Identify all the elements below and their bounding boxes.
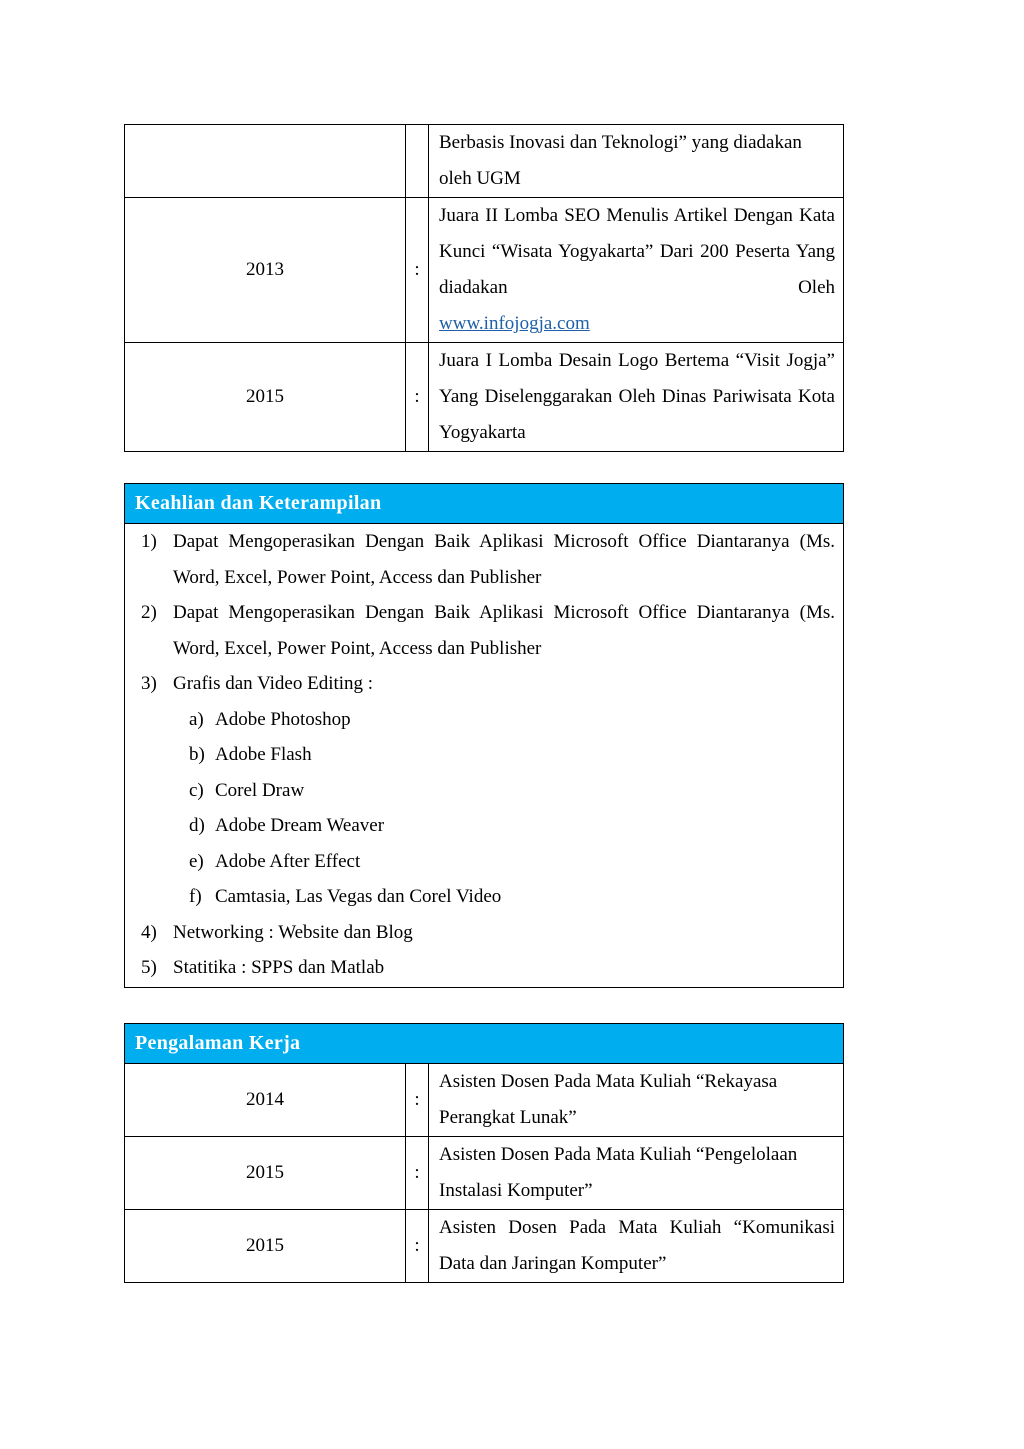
experience-table [125, 1064, 843, 1282]
sub-list-item [135, 737, 835, 773]
award-colon: : [406, 198, 429, 343]
award-colon: : [406, 343, 429, 452]
list-item [135, 915, 835, 951]
award-year [125, 125, 406, 198]
list-item [135, 666, 835, 702]
award-colon [406, 125, 429, 198]
award-description: Berbasis Inovasi dan Teknologi” yang diadakan oleh UGM [429, 125, 844, 198]
list-item [135, 950, 835, 986]
sub-list-item [135, 773, 835, 809]
table-row [125, 198, 844, 343]
award-description: Juara II Lomba SEO Menulis Artikel Dengan Kata Kunci “Wisata Yogyakarta” Dari 200 Peserta Yang diadakan Oleh [439, 205, 835, 298]
experience-section [124, 1023, 844, 1283]
table-row [125, 1210, 843, 1283]
award-description: Juara I Lomba Desain Logo Bertema “Visit Jogja” Yang Diselenggarakan Oleh Dinas Pariwisata Kota Yogyakarta [429, 343, 844, 452]
awards-table [124, 124, 844, 452]
list-number: 1) [141, 531, 157, 552]
award-year: 2013 [125, 198, 406, 343]
list-text: Dapat Mengoperasikan Dengan Baik Aplikasi Microsoft Office Diantaranya (Ms. Word, Excel, Power Point, Access dan Publisher [173, 531, 835, 588]
award-year: 2015 [125, 343, 406, 452]
sub-list-item [135, 808, 835, 844]
list-letter: b) [189, 744, 205, 765]
table-row [125, 1137, 843, 1210]
list-letter: c) [189, 779, 204, 801]
list-text: Statitika : SPPS dan Matlab [173, 957, 385, 978]
list-text: Grafis dan Video Editing : [173, 673, 374, 694]
experience-description: Asisten Dosen Pada Mata Kuliah “Pengelolaan Instalasi Komputer” [429, 1137, 844, 1210]
list-text: Adobe Dream Weaver [215, 815, 385, 836]
skills-list [125, 524, 843, 992]
experience-year: 2014 [125, 1064, 406, 1137]
list-text: Corel Draw [215, 779, 305, 801]
list-letter: f) [189, 886, 202, 907]
list-text: Adobe After Effect [215, 850, 361, 872]
list-text: Adobe Photoshop [215, 708, 351, 730]
section-header: Pengalaman Kerja [125, 1024, 843, 1064]
list-number: 2) [141, 602, 157, 623]
experience-description: Asisten Dosen Pada Mata Kuliah “Komunikasi Data dan Jaringan Komputer” [429, 1210, 844, 1283]
list-number: 3) [141, 673, 157, 694]
table-row [125, 1064, 843, 1137]
award-description-cell [429, 198, 844, 343]
experience-description: Asisten Dosen Pada Mata Kuliah “Rekayasa Perangkat Lunak” [429, 1064, 844, 1137]
table-row [125, 343, 844, 452]
experience-colon: : [406, 1210, 429, 1283]
sub-list-item [135, 879, 835, 915]
experience-colon: : [406, 1137, 429, 1210]
experience-year: 2015 [125, 1210, 406, 1283]
list-letter: d) [189, 815, 205, 836]
list-text: Networking : Website dan Blog [173, 921, 413, 943]
list-number: 5) [141, 957, 157, 978]
skills-section [124, 483, 844, 988]
list-number: 4) [141, 921, 157, 943]
list-text: Camtasia, Las Vegas dan Corel Video [215, 886, 502, 907]
list-item [135, 595, 835, 666]
award-link[interactable]: www.infojogja.com [439, 313, 590, 334]
list-letter: a) [189, 708, 204, 730]
experience-year: 2015 [125, 1137, 406, 1210]
sub-list-item [135, 702, 835, 738]
list-text: Adobe Flash [215, 744, 312, 765]
section-header: Keahlian dan Keterampilan [125, 484, 843, 524]
list-letter: e) [189, 850, 204, 872]
list-item [135, 524, 835, 595]
experience-colon: : [406, 1064, 429, 1137]
table-row [125, 125, 844, 198]
sub-list-item [135, 844, 835, 880]
list-text: Dapat Mengoperasikan Dengan Baik Aplikasi Microsoft Office Diantaranya (Ms. Word, Excel, Power Point, Access dan Publisher [173, 602, 835, 659]
